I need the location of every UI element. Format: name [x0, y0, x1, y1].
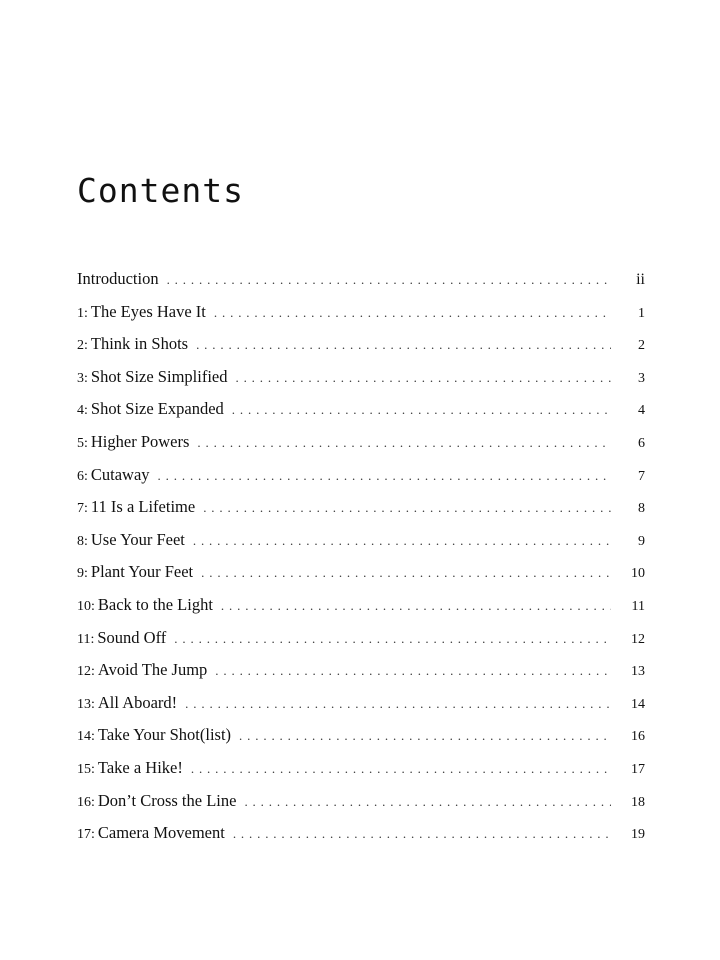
- toc-entry[interactable]: [77, 817, 647, 850]
- toc-entry-title: Shot Size Expanded: [90, 399, 224, 419]
- toc-entry[interactable]: [77, 556, 647, 589]
- toc-entry-title: Don’t Cross the Line: [97, 790, 237, 810]
- toc-entry-page: 14: [631, 696, 645, 712]
- dot-leader: [193, 525, 611, 558]
- toc-entry[interactable]: [77, 654, 647, 687]
- toc-entry-number: 11:: [77, 631, 95, 647]
- toc-entry-number: 2:: [77, 338, 88, 354]
- dot-leader: [174, 623, 611, 656]
- toc-entry-page: 6: [638, 435, 645, 451]
- toc-entry[interactable]: [77, 426, 647, 459]
- toc-entry-title: All Aboard!: [97, 692, 178, 712]
- toc-entry-page: 18: [631, 794, 645, 810]
- toc-entry-title: Take Your Shot(list): [97, 725, 232, 745]
- toc-entry-page: 10: [631, 566, 645, 582]
- toc-entry-page: 12: [631, 631, 645, 647]
- toc-entry-title: Higher Powers: [90, 431, 190, 451]
- toc-entry-page: 11: [631, 598, 645, 614]
- toc-entry-page: ii: [636, 271, 645, 288]
- toc-entry-number: 8:: [77, 533, 88, 549]
- toc-entry[interactable]: [77, 361, 647, 394]
- toc-entry-title: Sound Off: [97, 627, 167, 647]
- toc-entry-title: Back to the Light: [97, 594, 213, 614]
- dot-leader: [221, 590, 611, 623]
- toc-entry-number: 14:: [77, 729, 95, 745]
- dot-leader: [244, 786, 611, 819]
- toc-entry-page: 16: [631, 729, 645, 745]
- toc-entry-page: 19: [631, 827, 645, 843]
- toc-entry[interactable]: [77, 687, 647, 720]
- toc-entry-title: Camera Movement: [97, 823, 225, 843]
- toc-entry-number: 17:: [77, 827, 95, 843]
- toc-entry-number: 1:: [77, 305, 88, 321]
- toc-entry-number: 15:: [77, 761, 95, 777]
- toc-entry[interactable]: [77, 491, 647, 524]
- toc-entry-number: 13:: [77, 696, 95, 712]
- toc-entry-page: 17: [631, 761, 645, 777]
- page-title: Contents: [77, 171, 244, 210]
- dot-leader: [239, 720, 611, 753]
- toc-entry-number: 6:: [77, 468, 88, 484]
- dot-leader: [167, 264, 611, 297]
- dot-leader: [215, 655, 611, 688]
- toc-entry-number: 10:: [77, 598, 95, 614]
- dot-leader: [191, 753, 611, 786]
- toc-entry-title: Take a Hike!: [97, 757, 183, 777]
- toc-entry-page: 3: [638, 370, 645, 386]
- toc-entry-title: Plant Your Feet: [90, 562, 194, 582]
- dot-leader: [201, 557, 611, 590]
- dot-leader: [203, 492, 611, 525]
- toc-entry-page: 8: [638, 501, 645, 517]
- dot-leader: [185, 688, 611, 721]
- toc-entry-number: 4:: [77, 403, 88, 419]
- dot-leader: [196, 329, 611, 362]
- toc-entry[interactable]: [77, 752, 647, 785]
- toc-entry-title: Shot Size Simplified: [90, 366, 228, 386]
- toc-entry-page: 7: [638, 468, 645, 484]
- toc-entry-title: Avoid The Jump: [97, 660, 208, 680]
- dot-leader: [232, 394, 611, 427]
- toc-entry[interactable]: [77, 785, 647, 818]
- toc-entry[interactable]: [77, 459, 647, 492]
- toc-entry-number: 5:: [77, 435, 88, 451]
- toc-entry[interactable]: [77, 589, 647, 622]
- toc-entry[interactable]: [77, 296, 647, 329]
- toc-entry[interactable]: [77, 524, 647, 557]
- toc-entry[interactable]: [77, 719, 647, 752]
- toc-entry[interactable]: [77, 622, 647, 655]
- dot-leader: [158, 460, 611, 493]
- toc-entry-title: Introduction: [77, 269, 159, 288]
- dot-leader: [214, 297, 611, 330]
- toc-entry[interactable]: [77, 263, 647, 296]
- toc-entry-number: 3:: [77, 370, 88, 386]
- toc-entry-page: 4: [638, 403, 645, 419]
- dot-leader: [235, 362, 611, 395]
- toc-entry[interactable]: [77, 328, 647, 361]
- toc-entry-number: 9:: [77, 566, 88, 582]
- toc-entry-page: 9: [638, 533, 645, 549]
- dot-leader: [197, 427, 611, 460]
- toc-entry-page: 1: [638, 305, 645, 321]
- toc-entry-number: 12:: [77, 664, 95, 680]
- toc-entry-title: Cutaway: [90, 464, 150, 484]
- toc-entry-title: The Eyes Have It: [90, 301, 206, 321]
- toc-entry-number: 16:: [77, 794, 95, 810]
- table-of-contents: [77, 263, 647, 850]
- toc-entry[interactable]: [77, 393, 647, 426]
- toc-entry-title: Use Your Feet: [90, 529, 185, 549]
- toc-entry-title: 11 Is a Lifetime: [90, 497, 196, 517]
- toc-entry-title: Think in Shots: [90, 334, 189, 354]
- toc-entry-number: 7:: [77, 501, 88, 517]
- dot-leader: [233, 818, 611, 851]
- toc-entry-page: 13: [631, 664, 645, 680]
- toc-entry-page: 2: [638, 338, 645, 354]
